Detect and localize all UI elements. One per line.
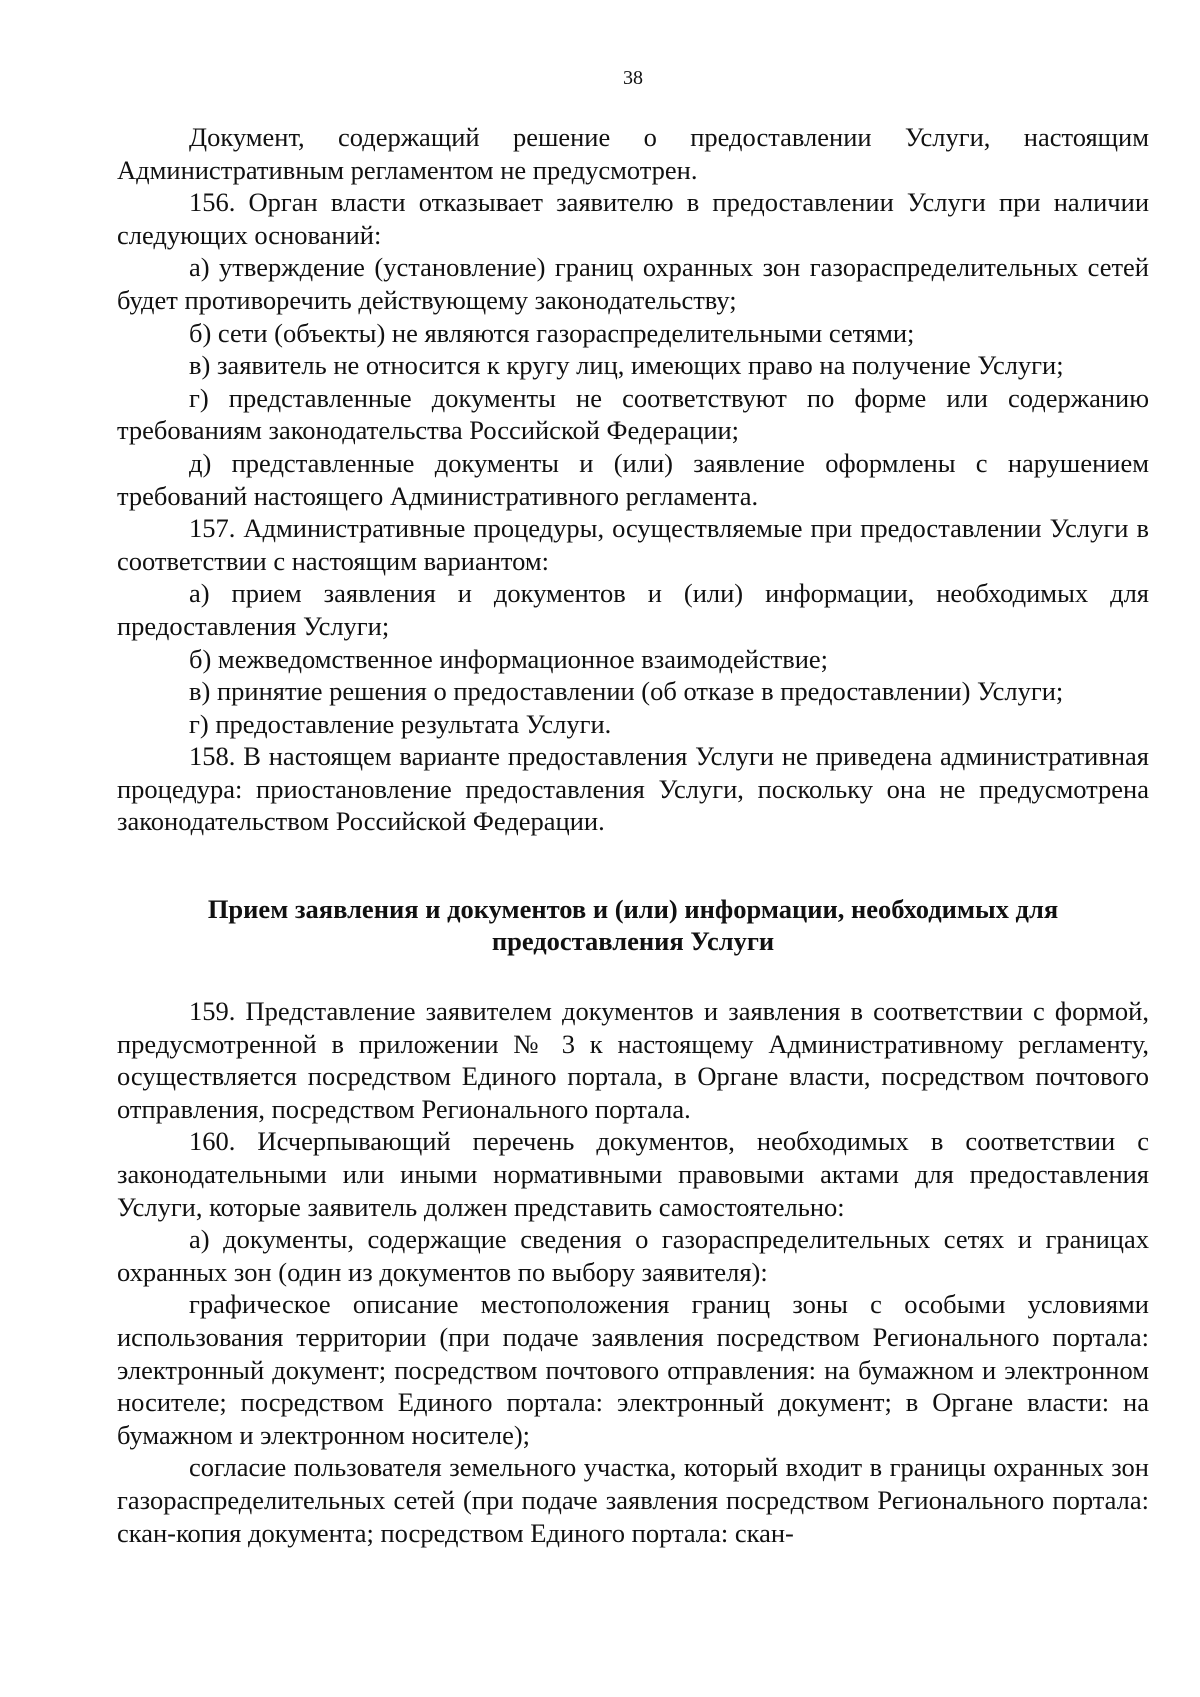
section-heading-line: предоставления Услуги	[491, 926, 775, 957]
paragraph: Документ, содержащий решение о предоставлении Услуги, настоящим Административным регламентом не предусмотрен.	[117, 122, 1149, 185]
paragraph: графическое описание местоположения границ зоны с особыми условиями использования территории (при подаче заявления посредством Регионального портала: электронный документ; посредством почтового отправления: на бумажном и электронном носителе; посредством Единого портала: электронный документ; в Органе власти: на бумажном и электронном носителе);	[117, 1289, 1149, 1450]
paragraph: а) прием заявления и документов и (или) информации, необходимых для предоставления Услуги;	[117, 578, 1149, 641]
section-heading	[117, 893, 1149, 957]
paragraph: 157. Административные процедуры, осуществляемые при предоставлении Услуги в соответствии с настоящим вариантом:	[117, 513, 1149, 576]
section-heading-line: Прием заявления и документов и (или) информации, необходимых для	[207, 894, 1059, 925]
top-paragraphs	[117, 121, 1149, 838]
paragraph: а) утверждение (установление) границ охранных зон газораспределительных сетей будет противоречить действующему законодательству;	[117, 252, 1149, 315]
paragraph: б) сети (объекты) не являются газораспределительными сетями;	[189, 317, 915, 348]
document-page	[117, 66, 1149, 1549]
paragraph: 156. Орган власти отказывает заявителю в предоставлении Услуги при наличии следующих оснований:	[117, 187, 1149, 250]
bottom-paragraphs	[117, 995, 1149, 1549]
paragraph: 158. В настоящем варианте предоставления Услуги не приведена административная процедура: приостановление предоставления Услуги, поскольку она не предусмотрена законодательством Российской Федерации.	[117, 741, 1149, 837]
paragraph: а) документы, содержащие сведения о газораспределительных сетях и границах охранных зон (один из документов по выбору заявителя):	[117, 1224, 1149, 1287]
paragraph: в) принятие решения о предоставлении (об отказе в предоставлении) Услуги;	[189, 676, 1064, 707]
paragraph: г) предоставление результата Услуги.	[189, 708, 612, 739]
page-number: 38	[623, 67, 643, 89]
paragraph: в) заявитель не относится к кругу лиц, имеющих право на получение Услуги;	[189, 350, 1064, 381]
paragraph: б) межведомственное информационное взаимодействие;	[189, 643, 829, 674]
paragraph: согласие пользователя земельного участка, который входит в границы охранных зон газораспределительных сетей (при подаче заявления посредством Регионального портала: скан-копия документа; посредством Единого портала: скан-	[117, 1452, 1149, 1548]
paragraph: 159. Представление заявителем документов и заявления в соответствии с формой, предусмотренной в приложении № 3 к настоящему Административному регламенту, осуществляется посредством Единого портала, в Органе власти, посредством почтового отправления, посредством Регионального портала.	[117, 996, 1149, 1124]
paragraph: г) представленные документы не соответствуют по форме или содержанию требованиям законодательства Российской Федерации;	[117, 382, 1149, 446]
paragraph: д) представленные документы и (или) заявление оформлены с нарушением требований настоящего Административного регламента.	[117, 447, 1149, 511]
paragraph: 160. Исчерпывающий перечень документов, необходимых в соответствии с законодательными или иными нормативными правовыми актами для предоставления Услуги, которые заявитель должен представить самостоятельно:	[117, 1126, 1149, 1222]
